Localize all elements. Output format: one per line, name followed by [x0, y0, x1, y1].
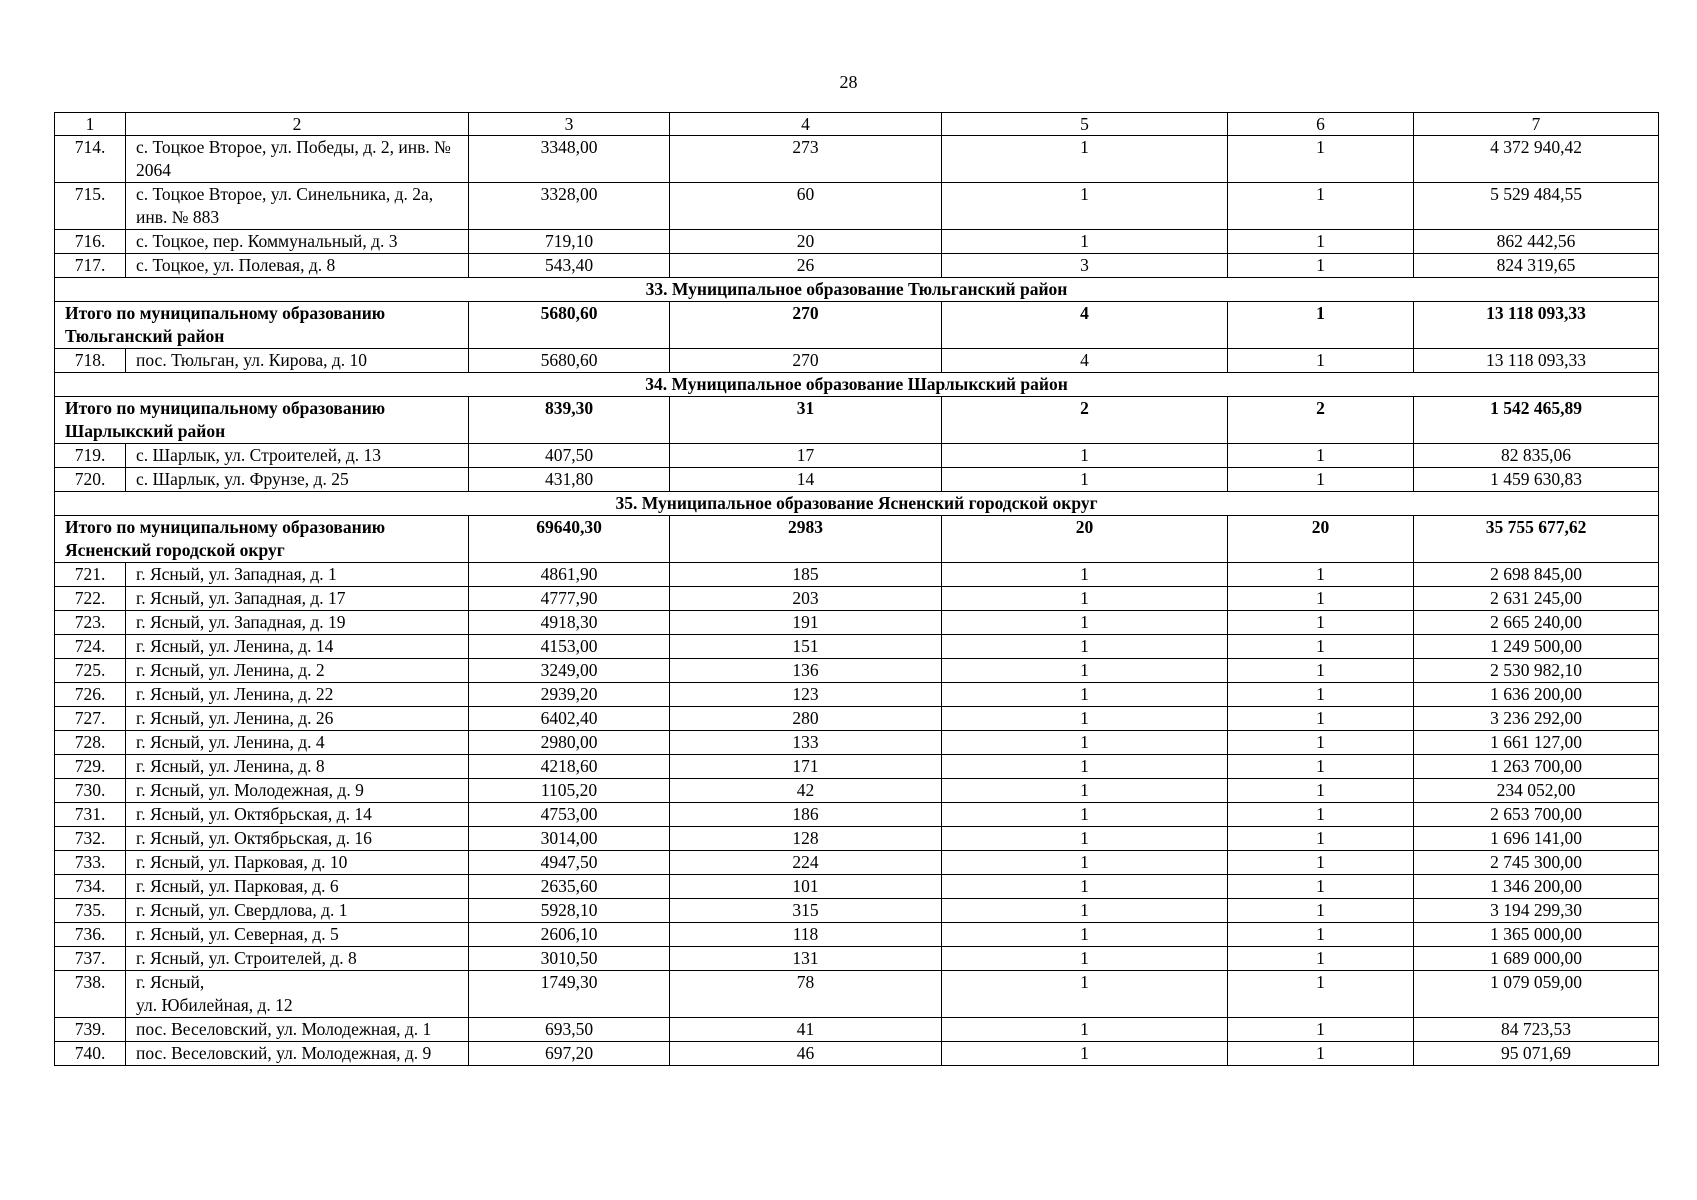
row-col5: 1 — [942, 851, 1228, 875]
table-row — [55, 947, 1659, 971]
table-row — [55, 971, 1659, 1018]
total-col6: 2 — [1228, 397, 1414, 444]
row-address: г. Ясный, ул. Юбилейная, д. 12 — [126, 971, 469, 1018]
row-residents: 151 — [670, 635, 942, 659]
total-col5: 4 — [942, 302, 1228, 349]
row-residents: 60 — [670, 183, 942, 230]
row-col5: 3 — [942, 254, 1228, 278]
row-area: 407,50 — [469, 444, 670, 468]
page-number: 28 — [839, 72, 858, 92]
row-residents: 133 — [670, 731, 942, 755]
row-number: 734. — [55, 875, 126, 899]
row-number: 719. — [55, 444, 126, 468]
row-col5: 1 — [942, 563, 1228, 587]
total-label: Итого по муниципальному образованию Тюльганский район — [55, 302, 469, 349]
row-address: г. Ясный, ул. Западная, д. 17 — [126, 587, 469, 611]
section-title: 34. Муниципальное образование Шарлыкский район — [55, 373, 1659, 397]
row-address: пос. Веселовский, ул. Молодежная, д. 9 — [126, 1042, 469, 1066]
row-area: 4861,90 — [469, 563, 670, 587]
row-number: 715. — [55, 183, 126, 230]
row-address: с. Шарлык, ул. Строителей, д. 13 — [126, 444, 469, 468]
table-row — [55, 659, 1659, 683]
row-area: 1105,20 — [469, 779, 670, 803]
table-row — [55, 230, 1659, 254]
row-cost: 1 346 200,00 — [1414, 875, 1659, 899]
row-col6: 1 — [1228, 851, 1414, 875]
row-address: г. Ясный, ул. Октябрьская, д. 16 — [126, 827, 469, 851]
row-col6: 1 — [1228, 1042, 1414, 1066]
row-col5: 1 — [942, 971, 1228, 1018]
row-col6: 1 — [1228, 136, 1414, 183]
row-area: 4918,30 — [469, 611, 670, 635]
row-number: 729. — [55, 755, 126, 779]
row-residents: 191 — [670, 611, 942, 635]
row-number: 724. — [55, 635, 126, 659]
row-cost: 13 118 093,33 — [1414, 349, 1659, 373]
total-cost: 13 118 093,33 — [1414, 302, 1659, 349]
section-header-row — [55, 373, 1659, 397]
row-col5: 1 — [942, 635, 1228, 659]
row-cost: 1 263 700,00 — [1414, 755, 1659, 779]
row-number: 726. — [55, 683, 126, 707]
column-number: 6 — [1228, 113, 1414, 136]
row-address: г. Ясный, ул. Молодежная, д. 9 — [126, 779, 469, 803]
row-col6: 1 — [1228, 349, 1414, 373]
row-number: 736. — [55, 923, 126, 947]
table-row — [55, 1042, 1659, 1066]
row-residents: 280 — [670, 707, 942, 731]
row-col6: 1 — [1228, 827, 1414, 851]
table-row — [55, 183, 1659, 230]
row-area: 543,40 — [469, 254, 670, 278]
row-area: 4947,50 — [469, 851, 670, 875]
row-area: 4153,00 — [469, 635, 670, 659]
row-number: 737. — [55, 947, 126, 971]
total-row — [55, 302, 1659, 349]
row-residents: 171 — [670, 755, 942, 779]
row-col5: 1 — [942, 707, 1228, 731]
row-col5: 1 — [942, 444, 1228, 468]
table-row — [55, 349, 1659, 373]
row-address: с. Тоцкое, пер. Коммунальный, д. 3 — [126, 230, 469, 254]
row-col6: 1 — [1228, 563, 1414, 587]
row-col6: 1 — [1228, 183, 1414, 230]
total-label: Итого по муниципальному образованию Ясненский городской округ — [55, 516, 469, 563]
row-col6: 1 — [1228, 444, 1414, 468]
row-residents: 46 — [670, 1042, 942, 1066]
row-col6: 1 — [1228, 731, 1414, 755]
row-col5: 1 — [942, 659, 1228, 683]
row-number: 721. — [55, 563, 126, 587]
row-residents: 315 — [670, 899, 942, 923]
row-area: 431,80 — [469, 468, 670, 492]
row-address: г. Ясный, ул. Ленина, д. 22 — [126, 683, 469, 707]
row-area: 719,10 — [469, 230, 670, 254]
row-number: 714. — [55, 136, 126, 183]
total-col5: 2 — [942, 397, 1228, 444]
row-cost: 1 689 000,00 — [1414, 947, 1659, 971]
row-address: г. Ясный, ул. Свердлова, д. 1 — [126, 899, 469, 923]
row-cost: 2 530 982,10 — [1414, 659, 1659, 683]
row-cost: 2 698 845,00 — [1414, 563, 1659, 587]
row-cost: 2 665 240,00 — [1414, 611, 1659, 635]
row-cost: 4 372 940,42 — [1414, 136, 1659, 183]
row-col6: 1 — [1228, 923, 1414, 947]
row-residents: 224 — [670, 851, 942, 875]
row-col5: 1 — [942, 587, 1228, 611]
table-row — [55, 563, 1659, 587]
row-number: 723. — [55, 611, 126, 635]
row-area: 2939,20 — [469, 683, 670, 707]
row-col5: 4 — [942, 349, 1228, 373]
table-row — [55, 635, 1659, 659]
row-number: 740. — [55, 1042, 126, 1066]
section-header-row — [55, 278, 1659, 302]
row-residents: 17 — [670, 444, 942, 468]
row-cost: 1 696 141,00 — [1414, 827, 1659, 851]
row-cost: 3 236 292,00 — [1414, 707, 1659, 731]
row-col6: 1 — [1228, 947, 1414, 971]
row-residents: 41 — [670, 1018, 942, 1042]
row-address: с. Тоцкое, ул. Полевая, д. 8 — [126, 254, 469, 278]
row-cost: 824 319,65 — [1414, 254, 1659, 278]
row-col5: 1 — [942, 468, 1228, 492]
table-row — [55, 803, 1659, 827]
section-title: 35. Муниципальное образование Ясненский городской округ — [55, 492, 1659, 516]
table-row — [55, 779, 1659, 803]
row-address: г. Ясный, ул. Ленина, д. 4 — [126, 731, 469, 755]
row-col6: 1 — [1228, 971, 1414, 1018]
section-header-row — [55, 492, 1659, 516]
row-address: г. Ясный, ул. Западная, д. 1 — [126, 563, 469, 587]
row-col5: 1 — [942, 779, 1228, 803]
row-residents: 26 — [670, 254, 942, 278]
row-area: 3010,50 — [469, 947, 670, 971]
row-address: г. Ясный, ул. Октябрьская, д. 14 — [126, 803, 469, 827]
row-number: 718. — [55, 349, 126, 373]
total-cost: 35 755 677,62 — [1414, 516, 1659, 563]
total-residents: 2983 — [670, 516, 942, 563]
table-row — [55, 1018, 1659, 1042]
row-address: пос. Веселовский, ул. Молодежная, д. 1 — [126, 1018, 469, 1042]
row-col6: 1 — [1228, 803, 1414, 827]
row-col6: 1 — [1228, 254, 1414, 278]
row-cost: 2 653 700,00 — [1414, 803, 1659, 827]
column-number: 5 — [942, 113, 1228, 136]
row-col6: 1 — [1228, 635, 1414, 659]
table-row — [55, 851, 1659, 875]
row-col5: 1 — [942, 827, 1228, 851]
row-col5: 1 — [942, 611, 1228, 635]
row-number: 717. — [55, 254, 126, 278]
row-residents: 185 — [670, 563, 942, 587]
row-area: 4753,00 — [469, 803, 670, 827]
row-residents: 101 — [670, 875, 942, 899]
row-residents: 20 — [670, 230, 942, 254]
row-residents: 123 — [670, 683, 942, 707]
row-residents: 270 — [670, 349, 942, 373]
row-cost: 1 459 630,83 — [1414, 468, 1659, 492]
row-cost: 84 723,53 — [1414, 1018, 1659, 1042]
table-row — [55, 827, 1659, 851]
row-number: 732. — [55, 827, 126, 851]
row-address: г. Ясный, ул. Ленина, д. 26 — [126, 707, 469, 731]
column-number: 1 — [55, 113, 126, 136]
row-col5: 1 — [942, 731, 1228, 755]
column-number: 4 — [670, 113, 942, 136]
row-residents: 78 — [670, 971, 942, 1018]
row-col5: 1 — [942, 923, 1228, 947]
section-title: 33. Муниципальное образование Тюльганский район — [55, 278, 1659, 302]
total-col5: 20 — [942, 516, 1228, 563]
row-col6: 1 — [1228, 587, 1414, 611]
row-address: с. Шарлык, ул. Фрунзе, д. 25 — [126, 468, 469, 492]
row-col5: 1 — [942, 230, 1228, 254]
row-col5: 1 — [942, 755, 1228, 779]
row-address: г. Ясный, ул. Строителей, д. 8 — [126, 947, 469, 971]
table-row — [55, 899, 1659, 923]
row-col6: 1 — [1228, 779, 1414, 803]
row-residents: 186 — [670, 803, 942, 827]
row-area: 2606,10 — [469, 923, 670, 947]
row-residents: 128 — [670, 827, 942, 851]
row-area: 1749,30 — [469, 971, 670, 1018]
table-row — [55, 923, 1659, 947]
row-col6: 1 — [1228, 468, 1414, 492]
row-address: г. Ясный, ул. Западная, д. 19 — [126, 611, 469, 635]
row-col6: 1 — [1228, 1018, 1414, 1042]
row-col6: 1 — [1228, 683, 1414, 707]
table-row — [55, 136, 1659, 183]
table-row — [55, 707, 1659, 731]
row-col5: 1 — [942, 899, 1228, 923]
column-number: 3 — [469, 113, 670, 136]
registry-table — [54, 112, 1659, 1066]
row-number: 733. — [55, 851, 126, 875]
row-area: 5680,60 — [469, 349, 670, 373]
row-address: г. Ясный, ул. Ленина, д. 2 — [126, 659, 469, 683]
table-row — [55, 468, 1659, 492]
total-col6: 20 — [1228, 516, 1414, 563]
row-area: 6402,40 — [469, 707, 670, 731]
row-cost: 1 079 059,00 — [1414, 971, 1659, 1018]
row-col6: 1 — [1228, 707, 1414, 731]
row-residents: 14 — [670, 468, 942, 492]
row-col5: 1 — [942, 875, 1228, 899]
row-area: 693,50 — [469, 1018, 670, 1042]
row-address: г. Ясный, ул. Ленина, д. 14 — [126, 635, 469, 659]
total-area: 5680,60 — [469, 302, 670, 349]
table-body — [55, 113, 1659, 1066]
total-area: 839,30 — [469, 397, 670, 444]
column-number: 7 — [1414, 113, 1659, 136]
table-row — [55, 683, 1659, 707]
row-cost: 2 745 300,00 — [1414, 851, 1659, 875]
row-area: 3328,00 — [469, 183, 670, 230]
row-col6: 1 — [1228, 230, 1414, 254]
row-area: 3249,00 — [469, 659, 670, 683]
row-area: 5928,10 — [469, 899, 670, 923]
row-number: 720. — [55, 468, 126, 492]
row-residents: 136 — [670, 659, 942, 683]
row-number: 730. — [55, 779, 126, 803]
row-address: г. Ясный, ул. Ленина, д. 8 — [126, 755, 469, 779]
total-residents: 270 — [670, 302, 942, 349]
row-cost: 5 529 484,55 — [1414, 183, 1659, 230]
row-col6: 1 — [1228, 755, 1414, 779]
row-residents: 273 — [670, 136, 942, 183]
row-number: 731. — [55, 803, 126, 827]
column-number: 2 — [126, 113, 469, 136]
row-number: 728. — [55, 731, 126, 755]
row-cost: 2 631 245,00 — [1414, 587, 1659, 611]
row-number: 727. — [55, 707, 126, 731]
row-address: г. Ясный, ул. Парковая, д. 10 — [126, 851, 469, 875]
row-cost: 95 071,69 — [1414, 1042, 1659, 1066]
row-residents: 42 — [670, 779, 942, 803]
column-number-row — [55, 113, 1659, 136]
total-cost: 1 542 465,89 — [1414, 397, 1659, 444]
row-col6: 1 — [1228, 875, 1414, 899]
row-cost: 1 365 000,00 — [1414, 923, 1659, 947]
row-col6: 1 — [1228, 611, 1414, 635]
row-col5: 1 — [942, 1018, 1228, 1042]
total-row — [55, 516, 1659, 563]
row-residents: 203 — [670, 587, 942, 611]
row-col5: 1 — [942, 683, 1228, 707]
table-row — [55, 611, 1659, 635]
total-residents: 31 — [670, 397, 942, 444]
row-number: 722. — [55, 587, 126, 611]
row-area: 697,20 — [469, 1042, 670, 1066]
row-address: с. Тоцкое Второе, ул. Победы, д. 2, инв. № 2064 — [126, 136, 469, 183]
row-cost: 862 442,56 — [1414, 230, 1659, 254]
total-col6: 1 — [1228, 302, 1414, 349]
row-number: 735. — [55, 899, 126, 923]
row-area: 4777,90 — [469, 587, 670, 611]
row-area: 4218,60 — [469, 755, 670, 779]
row-area: 2980,00 — [469, 731, 670, 755]
row-area: 3348,00 — [469, 136, 670, 183]
row-col5: 1 — [942, 183, 1228, 230]
row-number: 739. — [55, 1018, 126, 1042]
table-row — [55, 731, 1659, 755]
row-number: 725. — [55, 659, 126, 683]
row-address: пос. Тюльган, ул. Кирова, д. 10 — [126, 349, 469, 373]
row-cost: 1 249 500,00 — [1414, 635, 1659, 659]
row-address: г. Ясный, ул. Северная, д. 5 — [126, 923, 469, 947]
row-residents: 131 — [670, 947, 942, 971]
table-row — [55, 444, 1659, 468]
row-col6: 1 — [1228, 899, 1414, 923]
total-row — [55, 397, 1659, 444]
row-cost: 1 636 200,00 — [1414, 683, 1659, 707]
table-row — [55, 875, 1659, 899]
row-cost: 234 052,00 — [1414, 779, 1659, 803]
total-area: 69640,30 — [469, 516, 670, 563]
row-col5: 1 — [942, 803, 1228, 827]
row-col5: 1 — [942, 947, 1228, 971]
row-cost: 1 661 127,00 — [1414, 731, 1659, 755]
table-row — [55, 587, 1659, 611]
row-area: 3014,00 — [469, 827, 670, 851]
row-address: с. Тоцкое Второе, ул. Синельника, д. 2а, инв. № 883 — [126, 183, 469, 230]
row-address: г. Ясный, ул. Парковая, д. 6 — [126, 875, 469, 899]
row-cost: 82 835,06 — [1414, 444, 1659, 468]
table-row — [55, 755, 1659, 779]
row-col5: 1 — [942, 136, 1228, 183]
row-area: 2635,60 — [469, 875, 670, 899]
table-row — [55, 254, 1659, 278]
row-number: 716. — [55, 230, 126, 254]
total-label: Итого по муниципальному образованию Шарлыкский район — [55, 397, 469, 444]
row-col5: 1 — [942, 1042, 1228, 1066]
row-residents: 118 — [670, 923, 942, 947]
row-cost: 3 194 299,30 — [1414, 899, 1659, 923]
row-col6: 1 — [1228, 659, 1414, 683]
row-number: 738. — [55, 971, 126, 1018]
